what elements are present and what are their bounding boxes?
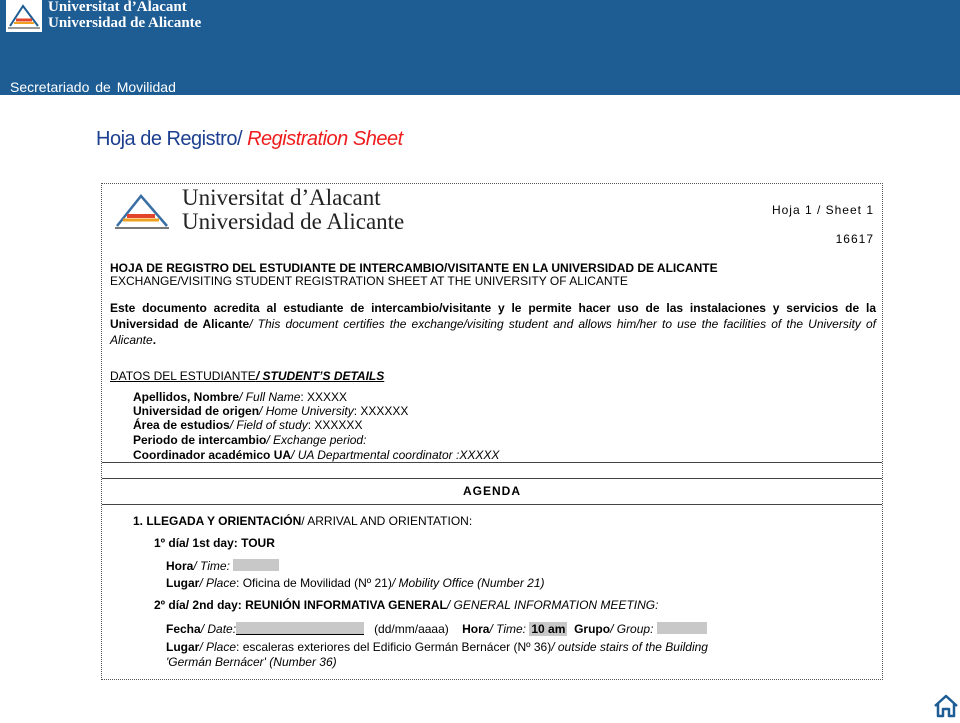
day2-heading-es: 2º día/ 2nd day: REUNIÓN INFORMATIVA GENERAL	[154, 598, 447, 612]
arrival-heading-en: / ARRIVAL AND ORIENTATION:	[301, 514, 473, 528]
document-number: 16617	[835, 232, 874, 246]
day2-place-value-en: / outside stairs of the Building	[551, 640, 708, 654]
day2-date-label-en: / Date:	[200, 622, 237, 636]
day1-place-value-en: / Mobility Office (Number 21)	[391, 576, 545, 590]
home-icon[interactable]	[932, 694, 960, 718]
field-of-study-label-en: / Field of study	[229, 418, 308, 432]
day1-time-label-en: / Time:	[193, 559, 230, 573]
day2-place-label: Lugar	[166, 640, 200, 654]
day2-place-label-en: / Place	[199, 640, 237, 654]
full-name-label: Apellidos, Nombre	[133, 390, 240, 404]
day2-place-value: : escaleras exteriores del Edificio Germán Bernácer (Nº 36)	[236, 640, 552, 654]
exchange-period-label-en: / Exchange period:	[266, 433, 367, 447]
coordinator-label: Coordinador académico UA	[133, 448, 292, 462]
home-university-value: : XXXXXX	[353, 404, 409, 418]
divider	[102, 462, 882, 463]
day1-place-label-en: / Place	[199, 576, 237, 590]
full-name-row	[133, 390, 347, 404]
day2-time-label-en: / Time:	[489, 622, 527, 636]
document-logo-icon	[113, 188, 171, 232]
page-title	[96, 128, 403, 151]
day1-time-row	[166, 559, 279, 573]
divider	[102, 478, 882, 479]
document-intro	[110, 300, 876, 348]
day2-date-format: (dd/mm/aaaa)	[374, 622, 449, 636]
home-university-label: Universidad de origen	[133, 404, 260, 418]
registration-sheet-document	[101, 183, 883, 680]
intro-english: / This document certifies the exchange/visiting student and allows him/her to use the facilities of the University of Alicante	[110, 317, 876, 347]
day2-date-field	[236, 622, 364, 635]
day2-heading	[154, 598, 658, 612]
intro-end: .	[152, 333, 157, 347]
university-logo-icon	[6, 0, 42, 32]
full-name-label-en: / Full Name	[239, 390, 301, 404]
field-of-study-label: Área de estudios	[133, 418, 230, 432]
day1-heading: 1º día/ 1st day: TOUR	[154, 536, 275, 550]
day1-time-field	[233, 559, 279, 571]
home-university-row	[133, 404, 408, 418]
document-university-name-ca: Universitat d’Alacant	[182, 185, 381, 210]
day2-place-row-2: 'Germán Bernácer' (Number 36)	[166, 655, 337, 669]
day2-time-value: 10 am	[531, 622, 566, 636]
exchange-period-row	[133, 433, 366, 447]
day2-group-label: Grupo	[574, 622, 611, 636]
day2-place-row	[166, 640, 708, 654]
day1-time-label: Hora	[166, 559, 194, 573]
arrival-section-heading	[133, 514, 472, 528]
day1-place-value: : Oficina de Movilidad (Nº 21)	[236, 576, 392, 590]
field-of-study-value: : XXXXXX	[307, 418, 363, 432]
day2-date-label: Fecha	[166, 622, 201, 636]
day1-place-row	[166, 576, 545, 590]
coordinator-label-en: / UA Departmental coordinator :XXXXX	[291, 448, 500, 462]
divider	[102, 504, 882, 505]
day2-heading-en: / GENERAL INFORMATION MEETING:	[446, 598, 659, 612]
header-university-name-es: Universidad de Alicante	[48, 15, 202, 31]
header-bar	[0, 0, 960, 95]
document-heading-spanish: HOJA DE REGISTRO DEL ESTUDIANTE DE INTERCAMBIO/VISITANTE EN LA UNIVERSIDAD DE ALICANTE	[110, 261, 718, 275]
student-details-heading	[110, 369, 384, 383]
page-title-english: Registration Sheet	[247, 128, 403, 150]
header-university-name-ca: Universitat d’Alacant	[48, 0, 187, 15]
full-name-value: : XXXXX	[300, 390, 348, 404]
student-details-heading-es: DATOS DEL ESTUDIANTE	[110, 369, 256, 383]
day2-group-field	[657, 622, 707, 634]
agenda-heading: AGENDA	[462, 484, 521, 498]
document-university-name-es: Universidad de Alicante	[182, 209, 405, 234]
home-university-label-en: / Home University	[259, 404, 354, 418]
arrival-heading-es: 1. LLEGADA Y ORIENTACIÓN	[133, 514, 302, 528]
page-title-spanish: Hoja de Registro/	[96, 128, 248, 150]
department-name: Secretariado de Movilidad	[10, 79, 176, 95]
document-heading-english: EXCHANGE/VISITING STUDENT REGISTRATION SHEET AT THE UNIVERSITY OF ALICANTE	[110, 274, 628, 288]
day1-place-label: Lugar	[166, 576, 200, 590]
student-details-heading-en: / STUDENT’S DETAILS	[255, 369, 385, 383]
field-of-study-row	[133, 418, 362, 432]
day2-group-label-en: / Group:	[610, 622, 654, 636]
exchange-period-label: Periodo de intercambio	[133, 433, 267, 447]
intro-spanish: Este documento acredita al estudiante de intercambio/visitante y le permite hacer uso de las instalaciones y servicios de la Universidad de Alicante	[110, 301, 876, 331]
day2-time-label: Hora	[462, 622, 490, 636]
day2-date-row	[166, 622, 707, 636]
coordinator-row	[133, 448, 499, 462]
sheet-number: Hoja 1 / Sheet 1	[771, 203, 874, 217]
